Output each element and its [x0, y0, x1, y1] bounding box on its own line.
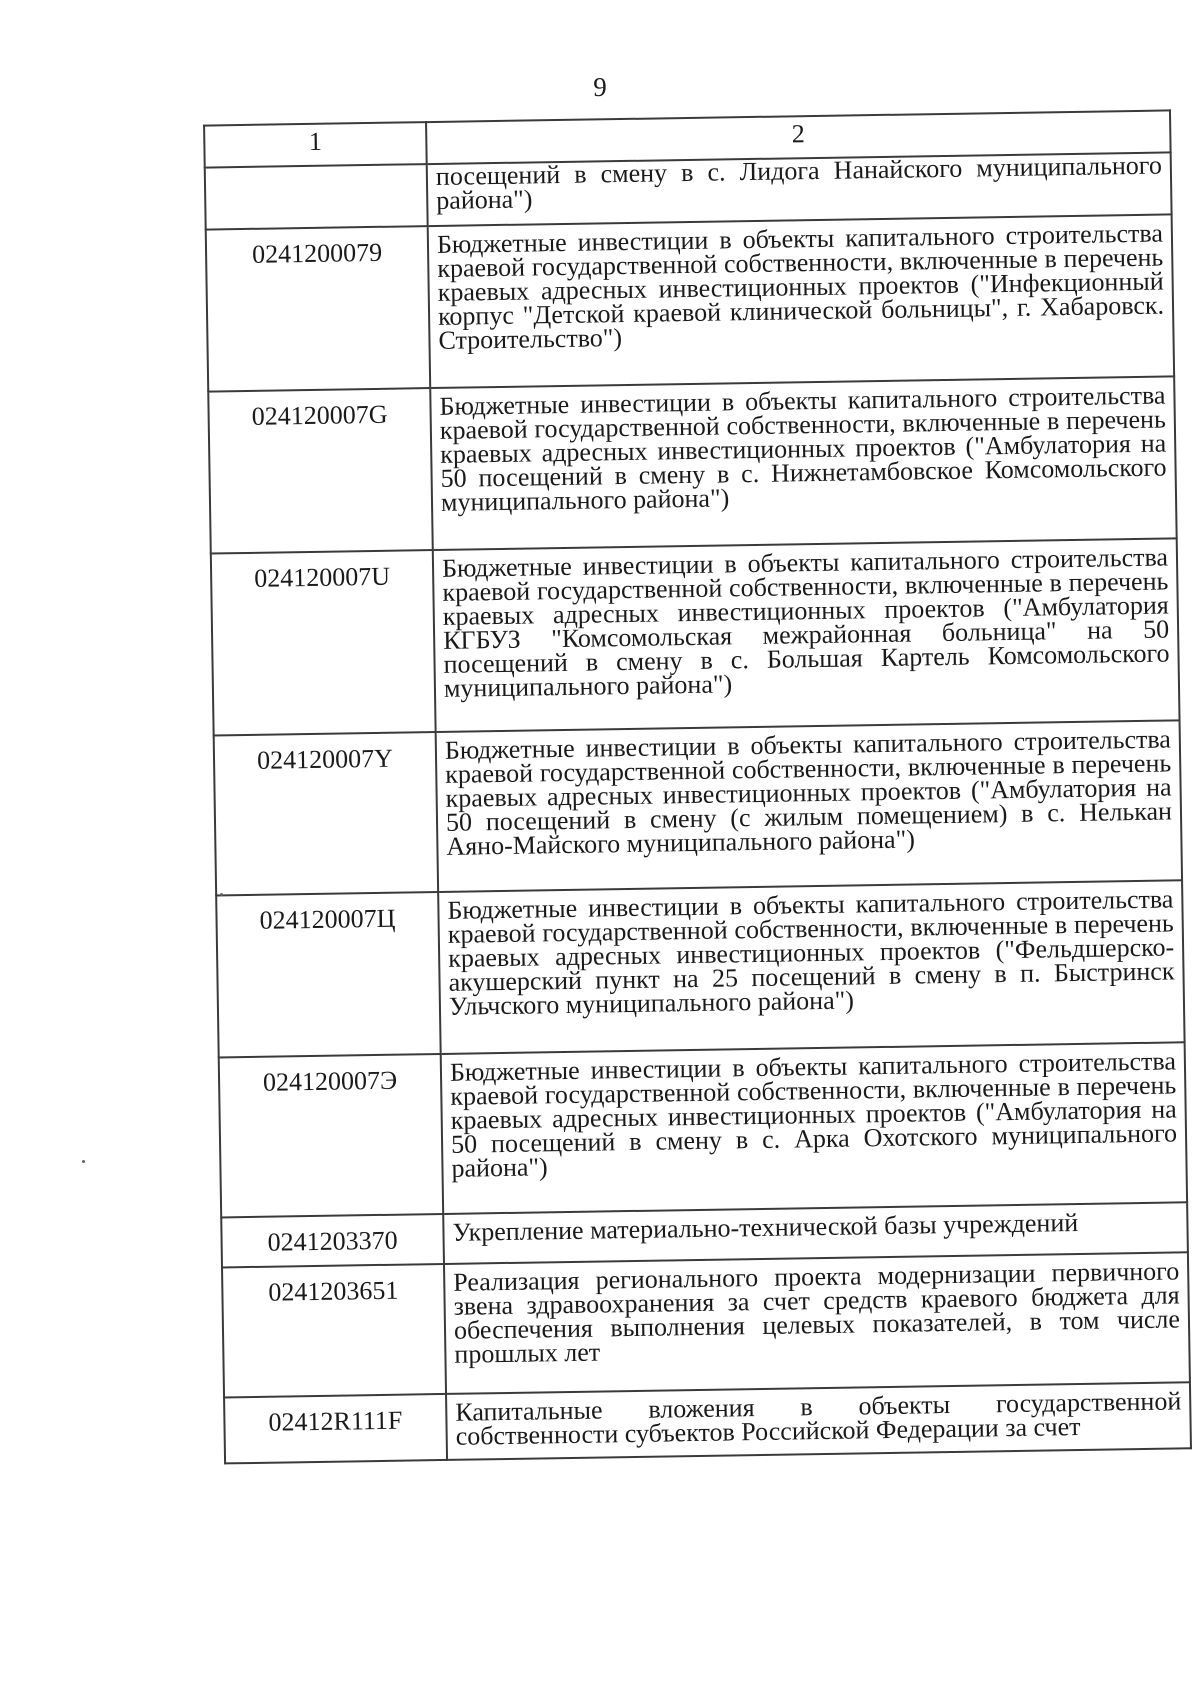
table-row: [216, 880, 1184, 1057]
row-code: [205, 164, 428, 229]
row-description: Бюджетные инвестиции в объекты капитального строительства краевой государственной собственности, включенные в перечень краевых адресных инвестиционных проектов ("Амбулатория КГБУЗ "Комсомольская межрайонная больница" на 50 посещений в смену в с. Большая Картель Комсомольского муниципального района"): [433, 538, 1180, 732]
row-code: 02412R111F: [224, 1394, 447, 1463]
column-header-description: 2: [426, 110, 1171, 164]
row-description: посещений в смену в с. Лидога Нанайского муниципального района"): [427, 152, 1172, 226]
row-description: Бюджетные инвестиции в объекты капитального строительства краевой государственной собственности, включенные в перечень краевых адресных инвестиционных проектов ("Инфекционный корпус "Детской краевой клинической больницы", г. Хабаровск. Строительство"): [428, 214, 1174, 388]
table-row: [211, 538, 1180, 735]
row-code: 024120007G: [208, 388, 433, 553]
row-description: Бюджетные инвестиции в объекты капитального строительства краевой государственной собственности, включенные в перечень краевых адресных инвестиционных проектов ("Амбулатория на 50 посещений в смену (с жилым помещением) в с. Нелькан Аяно-Майского муниципального района"): [436, 720, 1182, 892]
table-row: [214, 720, 1182, 895]
budget-classification-table: [203, 109, 1192, 1464]
scan-speck: [82, 1160, 85, 1163]
row-code: 024120007U: [211, 550, 436, 735]
row-code: 0241203651: [222, 1264, 446, 1397]
row-description: Капитальные вложения в объекты государственной собственности субъектов Российской Федерации за счет: [446, 1382, 1191, 1460]
row-description: Укрепление материально-технической базы учреждений: [443, 1202, 1188, 1264]
row-code: 0241203370: [221, 1214, 444, 1267]
table-row: [206, 214, 1174, 391]
row-code: 024120007Э: [219, 1054, 443, 1217]
scan-speck: [220, 893, 223, 896]
column-header-code: 1: [204, 122, 427, 167]
table-row: [224, 1382, 1191, 1463]
row-description: Бюджетные инвестиции в объекты капитального строительства краевой государственной собственности, включенные в перечень краевых адресных инвестиционных проектов ("Амбулатория на 50 посещений в смену в с. Арка Охотского муниципального района"): [441, 1042, 1187, 1214]
table-row: [208, 376, 1176, 553]
table-row: [219, 1042, 1187, 1217]
table-row: [222, 1252, 1190, 1397]
row-description: Бюджетные инвестиции в объекты капитального строительства краевой государственной собственности, включенные в перечень краевых адресных инвестиционных проектов ("Фельдшерско-акушерский пункт на 25 посещений в смену в п. Быстринск Ульчского муниципального района"): [438, 880, 1184, 1054]
row-code: 024120007Ц: [216, 892, 441, 1057]
page-number: 9: [593, 72, 607, 102]
row-code: 024120007Y: [214, 732, 438, 895]
row-description: Бюджетные инвестиции в объекты капитального строительства краевой государственной собственности, включенные в перечень краевых адресных инвестиционных проектов ("Амбулатория на 50 посещений в смену в с. Нижнетамбовское Комсомольского муниципального района"): [430, 376, 1176, 550]
row-code: 0241200079: [206, 226, 431, 391]
row-description: Реализация регионального проекта модернизации первичного звена здравоохранения за счет средств краевого бюджета для обеспечения выполнения целевых показателей, в том числе прошлых лет: [444, 1252, 1190, 1394]
